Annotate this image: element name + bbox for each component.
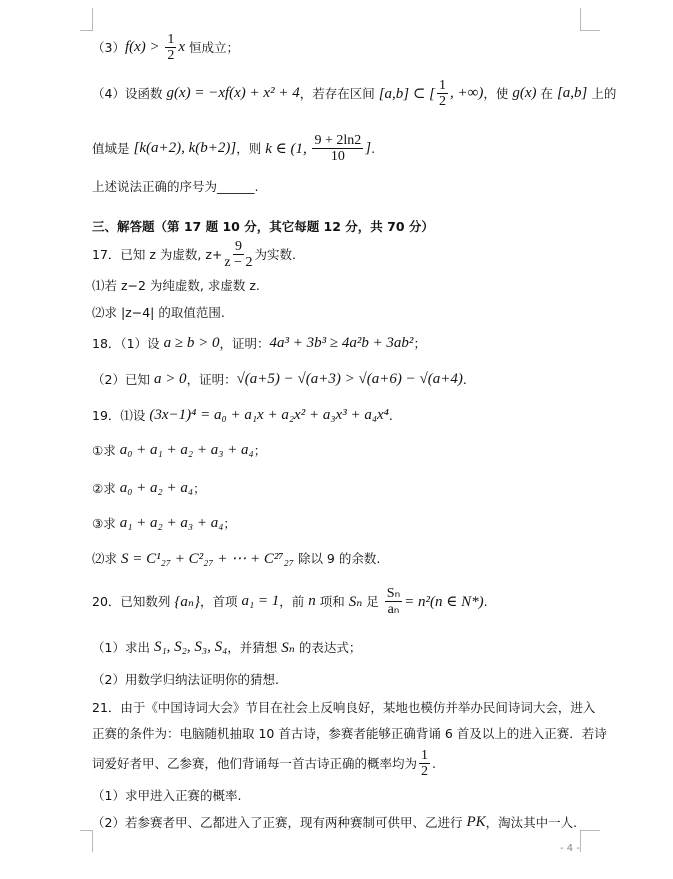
item-4-cont <box>92 128 375 168</box>
text-segment: 19．⑴设 <box>92 408 150 423</box>
fraction-numerator: 9 <box>234 238 242 254</box>
math-expression: {aₙ} <box>174 593 200 610</box>
text-segment: 值域是 <box>92 141 134 156</box>
text-segment: ，若存在区间 <box>299 86 379 101</box>
fraction-numerator: 1 <box>439 77 447 93</box>
text-segment: ； <box>253 443 267 458</box>
math-expression: PK <box>466 813 486 830</box>
corner-mark-top-right-h <box>580 30 600 31</box>
math-expression: a₀ + a₁ + a₂ + a₃ + a₄ <box>119 441 254 458</box>
math-expression: [k(a+2), k(b+2)] <box>133 139 237 156</box>
math-expression: Sₙ <box>281 639 295 656</box>
text-segment: 足 <box>362 594 383 609</box>
fraction-denominator: 10 <box>330 148 345 164</box>
text-segment: ②求 <box>92 481 120 496</box>
text-segment: . <box>483 593 488 609</box>
q19-1-b <box>92 468 206 508</box>
q19-1-c <box>92 503 236 543</box>
math-expression: a₁ = 1 <box>241 592 280 609</box>
text-segment: 恒成立； <box>185 40 240 55</box>
math-expression: √(a+5) − √(a+3) > √(a+6) − √(a+4) <box>236 370 463 387</box>
fraction <box>385 586 402 617</box>
text-segment: . <box>432 755 436 771</box>
text-segment: 18．（1）设 <box>92 336 164 351</box>
text-segment: 正赛的条件为：电脑随机抽取 10 首古诗，参赛者能够正确背诵 6 首及以上的进入正赛．若诗 <box>92 726 607 741</box>
fraction-numerator: Sₙ <box>386 585 401 601</box>
item-4 <box>92 73 616 113</box>
text-segment: ，淘汰其中一人. <box>485 815 578 830</box>
fraction-denominator: z − 2 <box>224 254 253 270</box>
text-segment: （4）设函数 <box>92 86 167 101</box>
text-segment: ，证明： <box>186 372 237 387</box>
math-expression: [a,b] ⊂ [ <box>378 85 436 102</box>
text-segment: ，使 <box>483 86 513 101</box>
text-segment: ； <box>223 516 236 531</box>
text-segment: ③求 <box>92 516 120 531</box>
text-segment: ，证明： <box>219 336 270 351</box>
q20 <box>92 581 488 621</box>
text-segment: 的表达式； <box>294 640 362 655</box>
q19-2 <box>92 538 380 578</box>
text-segment: （2）用数学归纳法证明你的猜想. <box>92 672 279 687</box>
math-expression: [a,b] <box>556 84 588 101</box>
text-segment: ； <box>413 336 426 351</box>
text-segment: 词爱好者甲、乙参赛，他们背诵每一首古诗正确的概率均为 <box>92 756 418 771</box>
q19-1-a <box>92 430 266 470</box>
math-expression: g(x) <box>512 84 537 101</box>
text-segment: 项和 <box>315 594 349 609</box>
text-segment: ，并猜想 <box>227 640 282 655</box>
fraction-numerator: 1 <box>421 747 429 763</box>
text-segment: . <box>462 371 467 387</box>
text-segment: . <box>388 407 393 423</box>
math-expression: a > 0 <box>153 370 187 387</box>
math-expression: , +∞) <box>450 84 484 101</box>
text-segment: ①求 <box>92 443 120 458</box>
math-expression: a₁ + a₂ + a₃ + a₄ <box>119 514 224 531</box>
text-segment: （3） <box>92 40 125 55</box>
fill-blank <box>92 166 258 206</box>
text-segment: 17．已知 z 为虚数, z+ <box>92 247 223 262</box>
text-segment: （1）求甲进入正赛的概率. <box>92 788 242 803</box>
math-expression: 4a³ + 3b³ ≥ 4a²b + 3ab² <box>269 334 414 351</box>
text-segment: 21．由于《中国诗词大会》节目在社会上反响良好，某地也模仿并举办民间诗词大会，进入 <box>92 700 596 715</box>
fraction-numerator: 9 + 2ln2 <box>314 132 362 148</box>
fraction-denominator: 2 <box>439 93 447 109</box>
item-3 <box>92 27 239 67</box>
math-expression: n <box>308 592 316 609</box>
fraction <box>419 748 430 779</box>
corner-mark-bottom-right-h <box>580 830 600 831</box>
fraction <box>312 133 363 164</box>
text-segment: （2）已知 <box>92 372 154 387</box>
text-segment: 除以 9 的余数. <box>293 551 381 566</box>
text-segment: ⑴若 z−2 为纯虚数, 求虚数 z. <box>92 278 260 293</box>
page-number: - 4 - <box>560 843 580 854</box>
fraction-denominator: aₙ <box>387 601 400 617</box>
text-segment: ，首项 <box>199 594 242 609</box>
math-expression: Sₙ <box>348 593 363 610</box>
math-expression: S₁, S₂, S₃, S₄ <box>153 638 228 655</box>
text-segment: ； <box>193 481 206 496</box>
math-expression: f(x) > <box>124 38 164 55</box>
math-expression: S = C¹₂₇ + C²₂₇ + ⋯ + C²⁷₂₇ <box>120 550 294 567</box>
math-expression: k ∈ (1, <box>265 140 311 157</box>
math-expression: a ≥ b > 0 <box>163 334 220 351</box>
fraction <box>437 78 448 109</box>
text-segment: 三、解答题（第 17 题 10 分，其它每题 12 分，共 70 分） <box>92 219 434 234</box>
text-segment: ，前 <box>279 594 309 609</box>
text-segment: . <box>371 140 376 156</box>
q18-2 <box>92 359 467 399</box>
math-expression: g(x) = −xf(x) + x² + 4 <box>166 84 300 101</box>
text-segment: ⑵求 <box>92 551 121 566</box>
math-expression: = n²(n ∈ N*) <box>404 593 484 610</box>
fraction-denominator: 2 <box>421 763 429 779</box>
math-expression: ] <box>365 139 372 156</box>
fraction-numerator: 1 <box>167 31 175 47</box>
text-segment: 在 <box>536 86 557 101</box>
math-expression: a₀ + a₂ + a₄ <box>119 479 194 496</box>
text-segment: 20．已知数列 <box>92 594 175 609</box>
text-segment: 上的 <box>587 86 617 101</box>
text-segment: （1）求出 <box>92 640 154 655</box>
corner-mark-bottom-right-v <box>580 830 581 852</box>
text-segment: ⑵求 |z−4| 的取值范围. <box>92 305 225 320</box>
corner-mark-top-right-v <box>580 8 581 30</box>
text-segment: 上述说法正确的序号为______. <box>92 179 259 194</box>
text-segment: ，则 <box>236 141 266 156</box>
fraction-denominator: 2 <box>167 47 175 63</box>
math-expression: x <box>178 38 186 55</box>
text-segment: （2）若参赛者甲、乙都进入了正赛，现有两种赛制可供甲、乙进行 <box>92 815 467 830</box>
q19-1 <box>92 395 393 435</box>
q18-1 <box>92 323 426 363</box>
text-segment: 为实数. <box>254 247 296 262</box>
math-expression: (3x−1)⁴ = a₀ + a₁x + a₂x² + a₃x³ + a₄x⁴ <box>149 406 389 423</box>
fraction <box>165 32 176 63</box>
q21-2 <box>92 802 577 842</box>
